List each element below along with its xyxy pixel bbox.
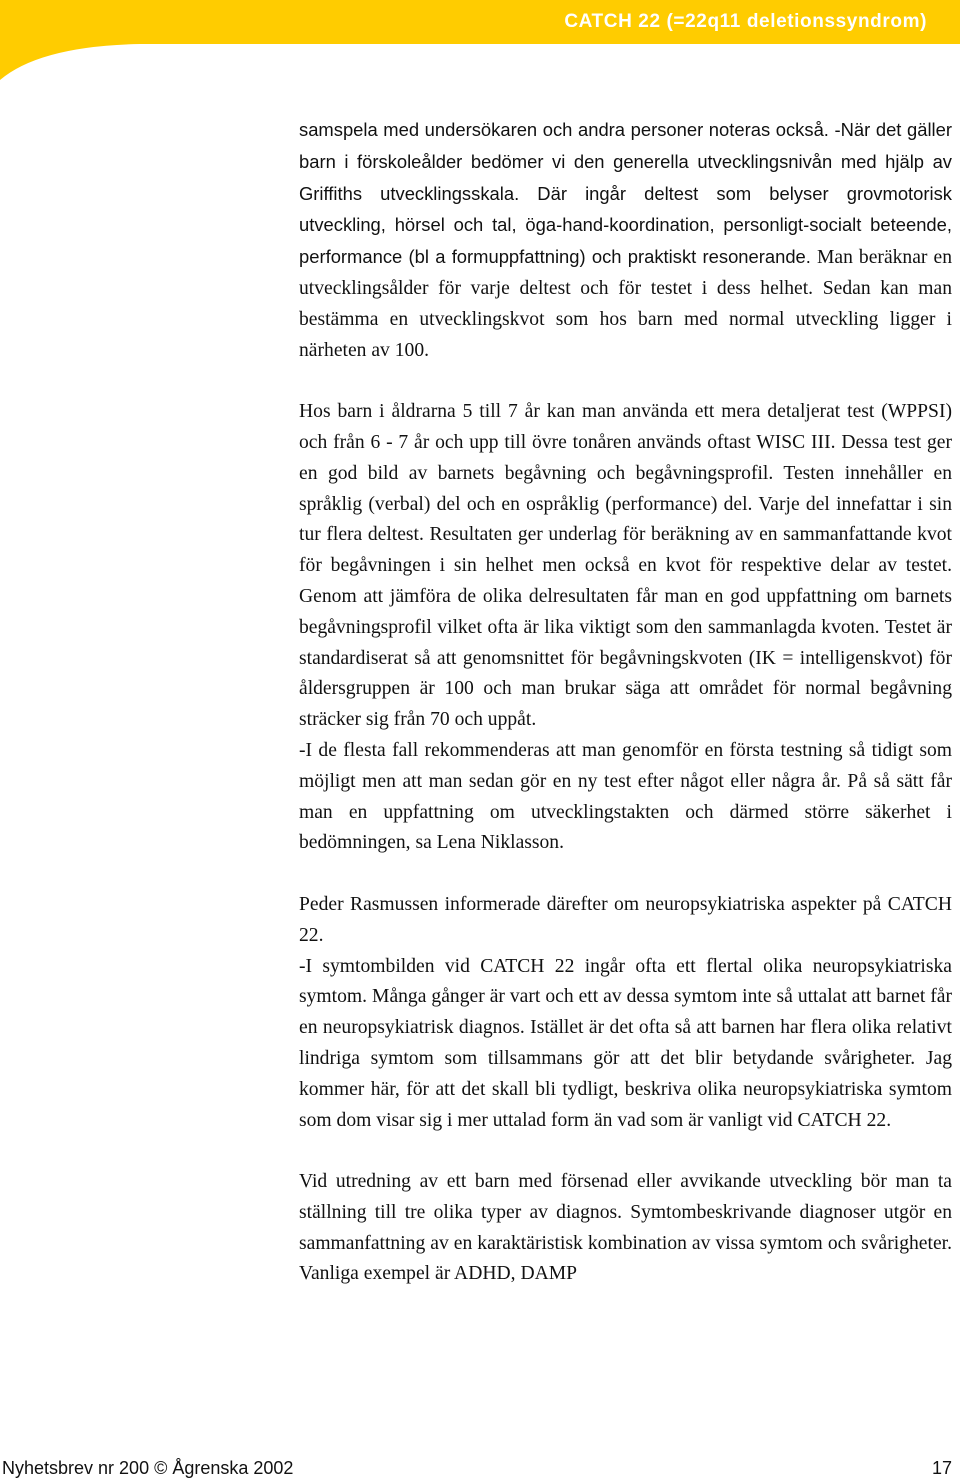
footer-publication: Nyhetsbrev nr 200 © Ågrenska 2002 bbox=[2, 1458, 294, 1478]
paragraph: -I symtombilden vid CATCH 22 ingår ofta ett flertal olika neuropsykiatriska symtom. Många gånger är vart och ett av dessa symtom inte så uttalat att barnet får en neuropsykiatrisk diagnos. Istället är det ofta så att barnen har flera olika relativt lindriga symtom som tillsammans gör att det blir betydande svårigheter. Jag kommer här, för att det skall bli tydligt, beskriva olika neuropsykiatriska symtom som dom visar sig i mer uttalad form än vad som är vanligt vid CATCH 22. bbox=[299, 955, 952, 1131]
paragraph-text: Man beräknar en utvecklingsålder för varje deltest och för testet i dess helhet. Sedan kan man bestämma en utvecklingskvot som hos barn med normal utveckling ligger i närheten av 100. bbox=[299, 247, 952, 361]
paragraph-text-sans: samspela med undersökaren och andra personer noteras också. -När det gäller barn i förskoleålder bedömer vi den generella utvecklingsnivån med hjälp av Griffiths utvecklingsskala. Där ingår deltest som belyser grovmotorisk utveckling, hörsel och tal, öga-hand-koordination, personligt-socialt beteende, performance (bl a formuppfattning) och praktiskt resonerande. bbox=[299, 119, 952, 268]
page-number: 17 bbox=[931, 1458, 952, 1478]
article-body bbox=[299, 115, 952, 1290]
header-band bbox=[0, 0, 960, 90]
paragraph: -I de flesta fall rekommenderas att man genomför en första testning så tidigt som möjligt men att man sedan gör en ny test efter något eller några år. På så sätt får man en uppfattning om utvecklingstakten och därmed större säkerhet i bedömningen, sa Lena Niklasson. bbox=[299, 739, 952, 854]
page-footer bbox=[0, 1456, 960, 1483]
paragraph: Hos barn i åldrarna 5 till 7 år kan man använda ett mera detaljerat test (WPPSI) och från 6 - 7 år och upp till övre tonåren används oftast WISC III. Dessa test ger en god bild av barnets begåvning och begåvningsprofil. Testen innehåller en språklig (verbal) del och en ospråklig (performance) del. Varje del innefattar i sin tur flera deltest. Resultaten ger underlag för beräkning av en sammanfattande kvot för begåvningen i sin helhet men också en kvot för respektive delar av testet. Genom att jämföra de olika delresultaten får man en god uppfattning om barnets begåvningsprofil vilket ofta är lika viktigt som den sammanlagda kvoten. Testet är standardiserat så att genomsnittet för begåvningskvoten (IK = intelligenskvot) för åldersgruppen är 100 och man brukar säga att området för normal begåvning sträcker sig från 70 och uppåt. bbox=[299, 401, 952, 731]
paragraph bbox=[299, 115, 952, 366]
paragraph: Vid utredning av ett barn med försenad eller avvikande utveckling bör man ta ställning till tre olika typer av diagnos. Symtombeskrivande diagnoser utgör en sammanfattning av en karaktäristisk kombination av vissa symtom och svårigheter. Vanliga exempel är ADHD, DAMP bbox=[299, 1171, 952, 1285]
paragraph: Peder Rasmussen informerade därefter om neuropsykiatriska aspekter på CATCH 22. bbox=[299, 893, 952, 946]
header-title: CATCH 22 (=22q11 deletionssyndrom) bbox=[564, 11, 927, 32]
